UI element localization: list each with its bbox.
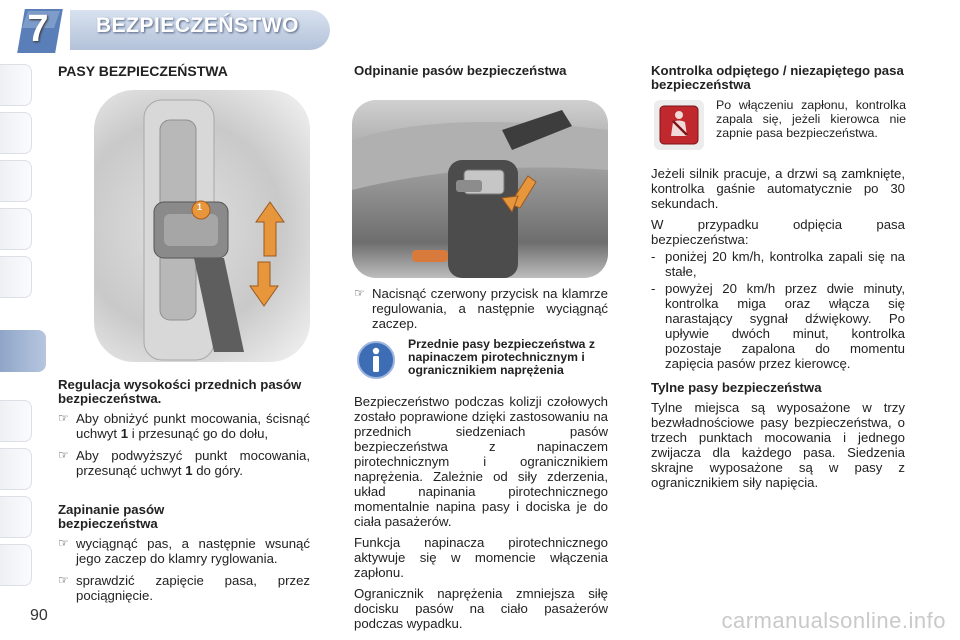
height-adjustment-heading: Regulacja wysokości przednich pasów bezpieczeństwa.	[58, 377, 302, 406]
pretensioner-text	[354, 394, 608, 637]
list-item	[58, 573, 310, 603]
paragraph: Ogranicznik naprężenia zmniejsza siłę docisku pasów na ciało pasażerów podczas wypadku.	[354, 586, 608, 631]
list-item: - poniżej 20 km/h, kontrolka zapali się na stałe,	[651, 249, 905, 279]
list-item-text: Aby obniżyć punkt mocowania, ścisnąć uchwyt 1 i przesunąć go do dołu,	[76, 411, 310, 441]
list-item-text: sprawdzić zapięcie pasa, przez pociągnięcie.	[76, 573, 310, 603]
paragraph: Tylne miejsca są wyposażone w trzy bezwładnościowe pasy bezpieczeństwa, o trzech punktach mocowania i jednego zwijacza dla każdego pasa. Siedzenia skrajne wyposażone są w pasy z ogranicznikiem siły napięcia.	[651, 400, 905, 490]
chapter-tab-active[interactable]	[0, 330, 46, 372]
list-item	[58, 448, 310, 478]
chapter-tab[interactable]	[0, 448, 32, 490]
list-item	[58, 411, 310, 441]
bullet-hand-icon: ☞	[58, 448, 69, 462]
up-down-arrows-icon	[250, 202, 284, 306]
chapter-tab[interactable]	[0, 256, 32, 298]
page-title: BEZPIECZEŃSTWO	[96, 14, 300, 37]
chapter-tab[interactable]	[0, 544, 32, 586]
right-column-top	[651, 64, 905, 97]
fastening-heading: Zapinanie pasów bezpieczeństwa	[58, 502, 165, 531]
seatbelt-warning-icon	[654, 100, 704, 150]
info-icon	[356, 340, 396, 380]
bullet-hand-icon: ☞	[354, 286, 365, 300]
callout-label-1: 1	[197, 202, 203, 212]
rear-belts-heading: Tylne pasy bezpieczeństwa	[651, 380, 822, 395]
paragraph: Bezpieczeństwo podczas kolizji czołowych zostało poprawione dzięki zastosowaniu na przednich siedzeniach pasów bezpieczeństwa z napinaczem pirotechnicznym i ogranicznikiem naprężenia. Zależnie od siły zderzenia, układ napinania pirotechnicznego momentalnie napina pasy i dociska je do ciała pasażerów.	[354, 394, 608, 529]
middle-column-top	[354, 64, 608, 83]
belt-height-adjuster-photo	[94, 90, 310, 362]
chapter-tab[interactable]	[0, 496, 32, 538]
watermark: carmanualsonline.info	[721, 608, 946, 633]
fastening-section	[58, 503, 310, 610]
chapter-tab[interactable]	[0, 112, 32, 154]
chapter-tab[interactable]	[0, 208, 32, 250]
list-item-text: poniżej 20 km/h, kontrolka zapali się na stałe,	[665, 249, 905, 279]
warning-lamp-section	[651, 166, 905, 496]
warning-lamp-heading: Kontrolka odpiętego / niezapiętego pasa bezpieczeństwa	[651, 63, 904, 92]
pretensioner-info-heading: Przednie pasy bezpieczeństwa z napinaczem pirotechnicznym i ogranicznikiem naprężenia	[408, 337, 595, 377]
buckle-photo	[352, 100, 608, 278]
unbuckling-section	[354, 286, 608, 338]
bullet-hand-icon: ☞	[58, 573, 69, 587]
chapter-tab[interactable]	[0, 400, 32, 442]
belt-adjuster-illustration	[94, 90, 310, 362]
list-item-text: powyżej 20 km/h przez dwie minuty, kontrolka miga oraz włącza się narastający sygnał dźwiękowy. Po upływie dwóch minut, kontrolka pozostaje zapalona do momentu zapięcia pasów przez kierowcę.	[665, 281, 905, 371]
page-number: 90	[30, 607, 48, 624]
paragraph: Funkcja napinacza pirotechnicznego aktywuje się w momencie włączenia zapłonu.	[354, 535, 608, 580]
paragraph: Jeżeli silnik pracuje, a drzwi są zamknięte, kontrolka gaśnie automatycznie po 30 sekundach.	[651, 166, 905, 211]
list-item	[354, 286, 608, 331]
bullet-hand-icon: ☞	[58, 411, 69, 425]
bullet-hand-icon: ☞	[58, 536, 69, 550]
list-item-text: Aby podwyższyć punkt mocowania, przesunąć uchwyt 1 do góry.	[76, 448, 310, 478]
list-item	[58, 536, 310, 566]
list-item-text: wyciągnąć pas, a następnie wsunąć jego zaczep do klamry ryglowania.	[76, 536, 310, 566]
paragraph: W przypadku odpięcia pasa bezpieczeństwa:	[651, 217, 905, 247]
warning-lamp-description	[716, 98, 906, 146]
chapter-tab[interactable]	[0, 160, 32, 202]
buckle-illustration	[352, 100, 608, 278]
section-main-heading: PASY BEZPIECZEŃSTWA	[58, 63, 228, 79]
list-item: - powyżej 20 km/h przez dwie minuty, kontrolka miga oraz włącza się narastający sygnał dźwiękowy. Po upływie dwóch minut, kontrolka pozostaje zapalona do momentu zapięcia pasów przez kierowcę.	[651, 281, 905, 371]
left-column	[58, 64, 312, 79]
chapter-tab[interactable]	[0, 64, 32, 106]
chapter-number: 7	[27, 8, 49, 50]
height-adjustment-section	[58, 378, 310, 485]
paragraph: Po włączeniu zapłonu, kontrolka zapala się, jeżeli kierowca nie zapnie pasa bezpieczeństwa.	[716, 98, 906, 140]
list-item-text: Nacisnąć czerwony przycisk na klamrze regulowania, a następnie wyciągnąć zaczep.	[372, 286, 608, 331]
unbuckling-heading: Odpinanie pasów bezpieczeństwa	[354, 63, 567, 78]
